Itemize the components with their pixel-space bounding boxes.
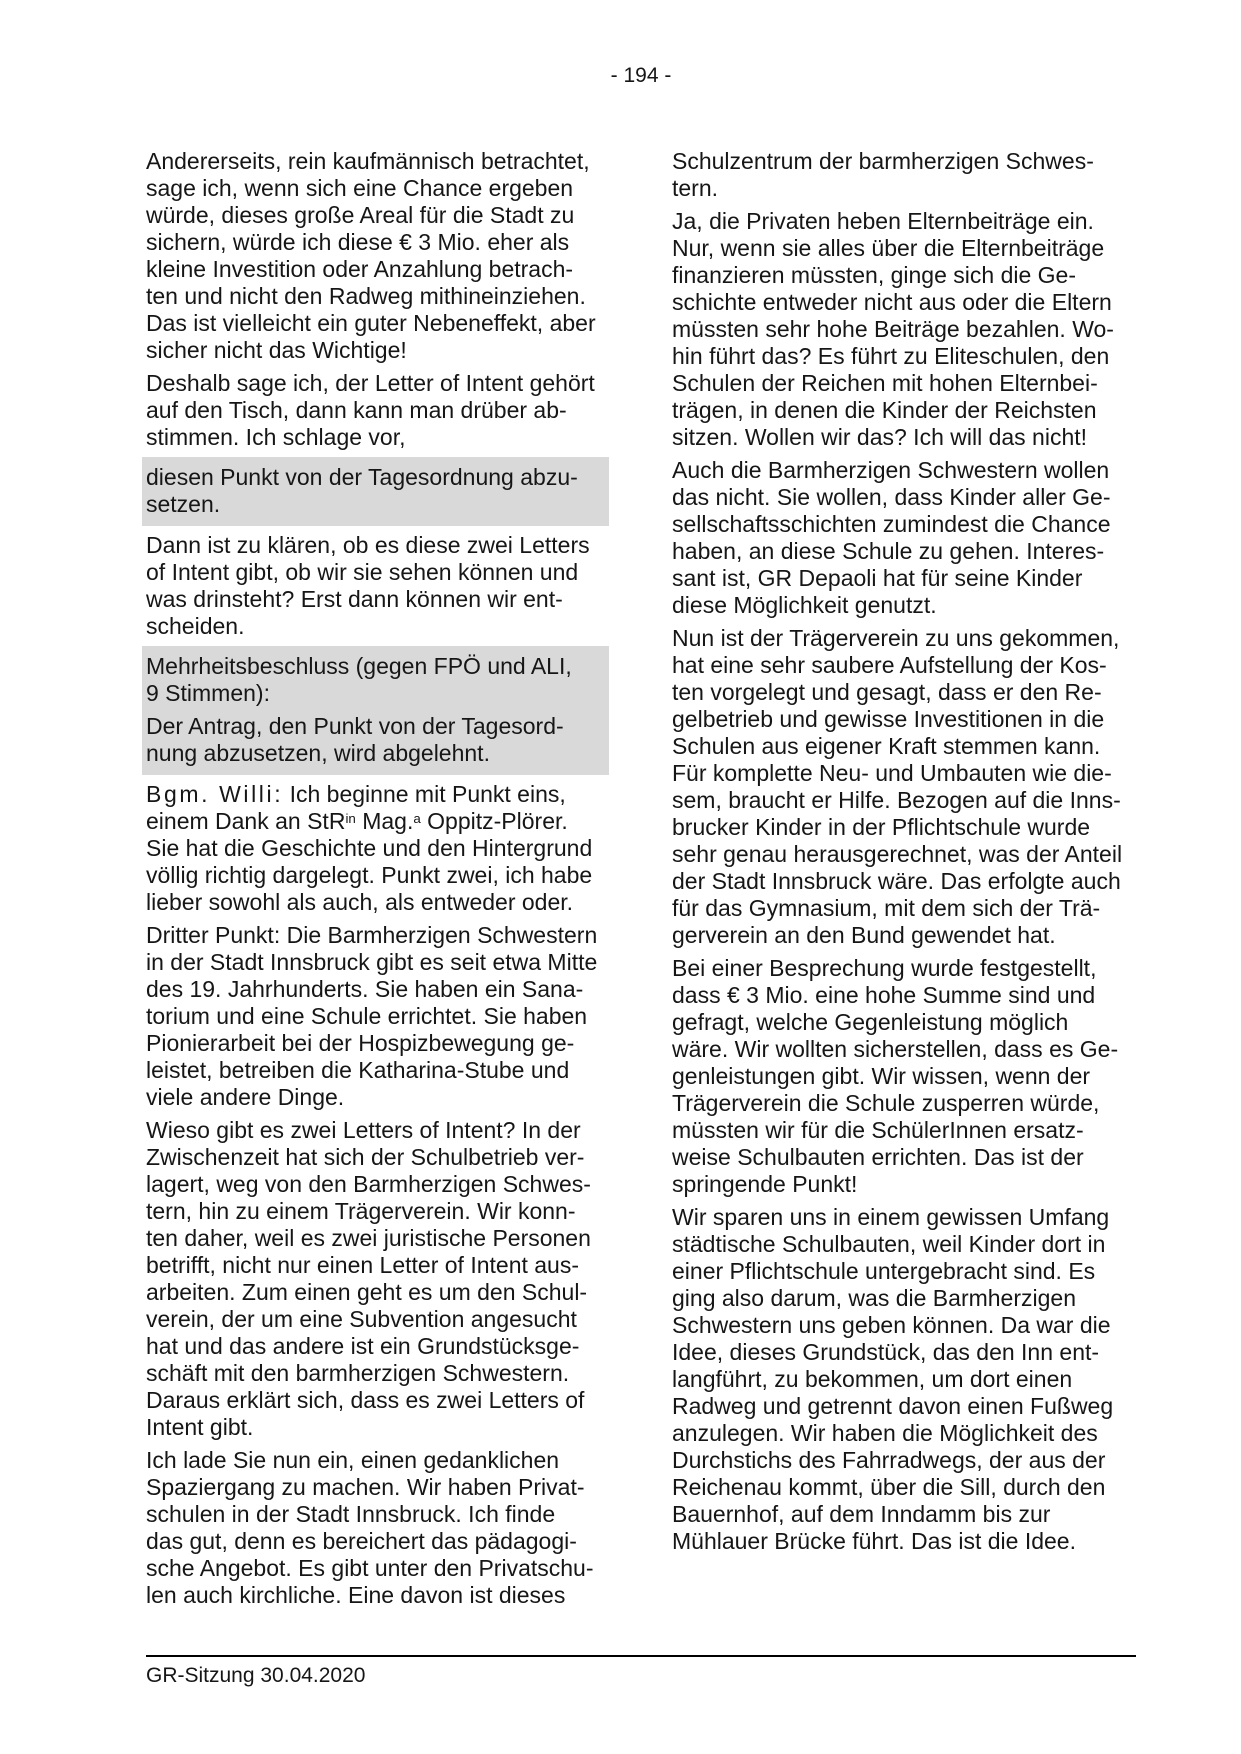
paragraph [672, 625, 1138, 949]
highlighted-block [142, 457, 609, 526]
text-line: of Intent gibt, ob wir sie sehen können und [146, 559, 579, 585]
text-block [672, 457, 1138, 619]
text-line: Schulen der Reichen mit hohen Elternbei- [672, 370, 1098, 396]
text-line: einem Dank an StR$^{in}$ Mag.$^a$ Oppitz-Plörer. [146, 808, 568, 834]
paragraph [146, 1117, 604, 1441]
text-line: Das ist vielleicht ein guter Nebeneffekt, aber [146, 310, 596, 336]
text-line: Trägerverein die Schule zusperren würde, [672, 1090, 1100, 1116]
text-line: tern, hin zu einem Trägerverein. Wir konn- [146, 1198, 576, 1224]
text-line: sitzen. Wollen wir das? Ich will das nicht! [672, 424, 1088, 450]
text-line: Dann ist zu klären, ob es diese zwei Letters [146, 532, 590, 558]
paragraph [146, 1447, 604, 1609]
text-line: schäft mit den barmherzigen Schwestern. [146, 1360, 570, 1386]
text-line: scheiden. [146, 613, 245, 639]
text-line: Spaziergang zu machen. Wir haben Privat- [146, 1474, 585, 1500]
text-line: Radweg und getrennt davon einen Fußweg [672, 1393, 1114, 1419]
paragraph [146, 370, 604, 451]
text-line: sant ist, GR Depaoli hat für seine Kinder [672, 565, 1083, 591]
text-line: einer Pflichtschule untergebracht sind. Es [672, 1258, 1096, 1284]
text-line: genleistungen gibt. Wir wissen, wenn der [672, 1063, 1091, 1089]
text-line: ten vorgelegt und gesagt, dass er den Re- [672, 679, 1102, 705]
text-line: Nun ist der Trägerverein zu uns gekommen, [672, 625, 1120, 651]
superscript-text: in [345, 810, 356, 826]
text-line: diesen Punkt von der Tagesordnung abzu- [146, 464, 578, 490]
paragraph [672, 1204, 1138, 1555]
text-line: das gut, denn es bereichert das pädagogi- [146, 1528, 577, 1554]
text-block [672, 625, 1138, 949]
text-line: tern. [672, 175, 719, 201]
text-line: Der Antrag, den Punkt von der Tagesord- [146, 713, 564, 739]
text-line: viele andere Dinge. [146, 1084, 345, 1110]
text-line: torium und eine Schule errichtet. Sie haben [146, 1003, 588, 1029]
text-line: müssten wir für die SchülerInnen ersatz- [672, 1117, 1084, 1143]
text-line: Pionierarbeit bei der Hospizbewegung ge- [146, 1030, 575, 1056]
text-line: Mehrheitsbeschluss (gegen FPÖ und ALI, [146, 653, 572, 679]
text-line: stimmen. Ich schlage vor, [146, 424, 406, 450]
text-block [146, 922, 604, 1111]
text-line: müssten sehr hohe Beiträge bezahlen. Wo- [672, 316, 1114, 342]
text-line: kleine Investition oder Anzahlung betrach- [146, 256, 574, 282]
text-block [146, 370, 604, 451]
text-line: springende Punkt! [672, 1171, 858, 1197]
text-line: ten daher, weil es zwei juristische Personen [146, 1225, 591, 1251]
text-line: sichern, würde ich diese € 3 Mio. eher als [146, 229, 570, 255]
text-line: wäre. Wir wollten sicherstellen, dass es Ge- [672, 1036, 1119, 1062]
text-line: würde, dieses große Areal für die Stadt zu [146, 202, 575, 228]
text-line: Durchstichs des Fahrradwegs, der aus der [672, 1447, 1106, 1473]
text-line: was drinsteht? Erst dann können wir ent- [146, 586, 563, 612]
text-line: sehr genau herausgerechnet, was der Anteil [672, 841, 1123, 867]
text-line: hin führt das? Es führt zu Eliteschulen, den [672, 343, 1110, 369]
text-line: der Stadt Innsbruck wäre. Das erfolgte auch [672, 868, 1121, 894]
text-line: sicher nicht das Wichtige! [146, 337, 407, 363]
text-line: Schwestern uns geben können. Da war die [672, 1312, 1111, 1338]
text-line: nung abzusetzen, wird abgelehnt. [146, 740, 490, 766]
text-line: len auch kirchliche. Eine davon ist dieses [146, 1582, 566, 1608]
text-line: leistet, betreiben die Katharina-Stube und [146, 1057, 570, 1083]
paragraph [146, 464, 604, 518]
text-line: Schulzentrum der barmherzigen Schwes- [672, 148, 1094, 174]
text-block [146, 148, 604, 364]
text-line: weise Schulbauten errichten. Das ist der [672, 1144, 1084, 1170]
text-line: anzulegen. Wir haben die Möglichkeit des [672, 1420, 1098, 1446]
text-line: das nicht. Sie wollen, dass Kinder aller Ge- [672, 484, 1111, 510]
text-line: lagert, weg von den Barmherzigen Schwes- [146, 1171, 591, 1197]
text-line: sem, braucht er Hilfe. Bezogen auf die Inns- [672, 787, 1121, 813]
text-line: Mühlauer Brücke führt. Das ist die Idee. [672, 1528, 1076, 1554]
column-left [146, 148, 604, 1615]
text-line: auf den Tisch, dann kann man drüber ab- [146, 397, 567, 423]
text-line: Sie hat die Geschichte und den Hintergrund [146, 835, 593, 861]
text-line: Für komplette Neu- und Umbauten wie die- [672, 760, 1112, 786]
text-line: Dritter Punkt: Die Barmherzigen Schwestern [146, 922, 598, 948]
text-line: schulen in der Stadt Innsbruck. Ich finde [146, 1501, 556, 1527]
text-line: des 19. Jahrhunderts. Sie haben ein Sana- [146, 976, 584, 1002]
paragraph [146, 148, 604, 364]
text-line: langführt, zu bekommen, um dort einen [672, 1366, 1073, 1392]
text-line: gelbetrieb und gewisse Investitionen in die [672, 706, 1105, 732]
text-line: Wieso gibt es zwei Letters of Intent? In der [146, 1117, 581, 1143]
text-line: ging also darum, was die Barmherzigen [672, 1285, 1076, 1311]
text-line: Intent gibt. [146, 1414, 254, 1440]
text-line: Deshalb sage ich, der Letter of Intent gehört [146, 370, 595, 396]
superscript-text: a [413, 810, 421, 826]
text-line: Auch die Barmherzigen Schwestern wollen [672, 457, 1110, 483]
text-line: finanzieren müssten, ginge sich die Ge- [672, 262, 1076, 288]
text-line: Bei einer Besprechung wurde festgestellt, [672, 955, 1097, 981]
highlighted-block [142, 646, 609, 775]
text-line: Bauernhof, auf dem Inndamm bis zur [672, 1501, 1051, 1527]
text-line: trägen, in denen die Kinder der Reichsten [672, 397, 1097, 423]
text-line: Ja, die Privaten heben Elternbeiträge ein. [672, 208, 1094, 234]
speaker-name: Bgm. Willi: [146, 781, 284, 807]
text-line: hat eine sehr saubere Aufstellung der Kos- [672, 652, 1107, 678]
text-line: setzen. [146, 491, 221, 517]
text-line: Daraus erklärt sich, dass es zwei Letters of [146, 1387, 585, 1413]
text-line: Schulen aus eigener Kraft stemmen kann. [672, 733, 1101, 759]
text-line: 9 Stimmen): [146, 680, 270, 706]
text-line: hat und das andere ist ein Grundstücksge- [146, 1333, 580, 1359]
text-line: ten und nicht den Radweg mithineinziehen. [146, 283, 586, 309]
text-line: Wir sparen uns in einem gewissen Umfang [672, 1204, 1110, 1230]
text-block [672, 955, 1138, 1198]
text-line: Idee, dieses Grundstück, das den Inn ent- [672, 1339, 1100, 1365]
paragraph [146, 713, 604, 767]
paragraph [146, 781, 604, 916]
paragraph [672, 148, 1138, 202]
text-line: lieber sowohl als auch, als entweder oder. [146, 889, 574, 915]
footer-divider [146, 1655, 1136, 1657]
text-line: Nur, wenn sie alles über die Elternbeiträge [672, 235, 1105, 261]
text-line: Andererseits, rein kaufmännisch betrachtet, [146, 148, 590, 174]
text-block [146, 1447, 604, 1609]
text-line: brucker Kinder in der Pflichtschule wurde [672, 814, 1091, 840]
text-block [672, 148, 1138, 202]
text-line: betrifft, nicht nur einen Letter of Intent aus- [146, 1252, 580, 1278]
text-line: städtische Schulbauten, weil Kinder dort in [672, 1231, 1106, 1257]
text-block [146, 532, 604, 640]
footer-date: GR-Sitzung 30.04.2020 [146, 1664, 366, 1687]
text-line: sellschaftsschichten zumindest die Chance [672, 511, 1111, 537]
text-line: gefragt, welche Gegenleistung möglich [672, 1009, 1069, 1035]
text-line: Zwischenzeit hat sich der Schulbetrieb ver- [146, 1144, 585, 1170]
text-line: gerverein an den Bund gewendet hat. [672, 922, 1056, 948]
text-line: dass € 3 Mio. eine hohe Summe sind und [672, 982, 1096, 1008]
text-line: diese Möglichkeit genutzt. [672, 592, 937, 618]
text-block [146, 1117, 604, 1441]
paragraph [146, 653, 604, 707]
column-right [672, 148, 1138, 1561]
text-line: Bgm. Willi: Ich beginne mit Punkt eins, [146, 781, 566, 807]
text-line: schichte entweder nicht aus oder die Eltern [672, 289, 1112, 315]
text-line: für das Gymnasium, mit dem sich der Trä- [672, 895, 1101, 921]
text-line: Ich lade Sie nun ein, einen gedanklichen [146, 1447, 560, 1473]
text-line: sage ich, wenn sich eine Chance ergeben [146, 175, 574, 201]
paragraph [146, 532, 604, 640]
text-block [672, 208, 1138, 451]
text-block [672, 1204, 1138, 1555]
text-line: haben, an diese Schule zu gehen. Interes- [672, 538, 1105, 564]
text-line: sche Angebot. Es gibt unter den Privatschu- [146, 1555, 594, 1581]
page-number: - 194 - [610, 64, 672, 87]
text-line: verein, der um eine Subvention angesucht [146, 1306, 577, 1332]
paragraph [672, 457, 1138, 619]
paragraph [672, 955, 1138, 1198]
paragraph [146, 922, 604, 1111]
text-line: arbeiten. Zum einen geht es um den Schul- [146, 1279, 588, 1305]
paragraph [672, 208, 1138, 451]
text-line: Reichenau kommt, über die Sill, durch den [672, 1474, 1106, 1500]
text-line: völlig richtig dargelegt. Punkt zwei, ich habe [146, 862, 593, 888]
text-line: in der Stadt Innsbruck gibt es seit etwa Mitte [146, 949, 598, 975]
text-block [146, 781, 604, 916]
